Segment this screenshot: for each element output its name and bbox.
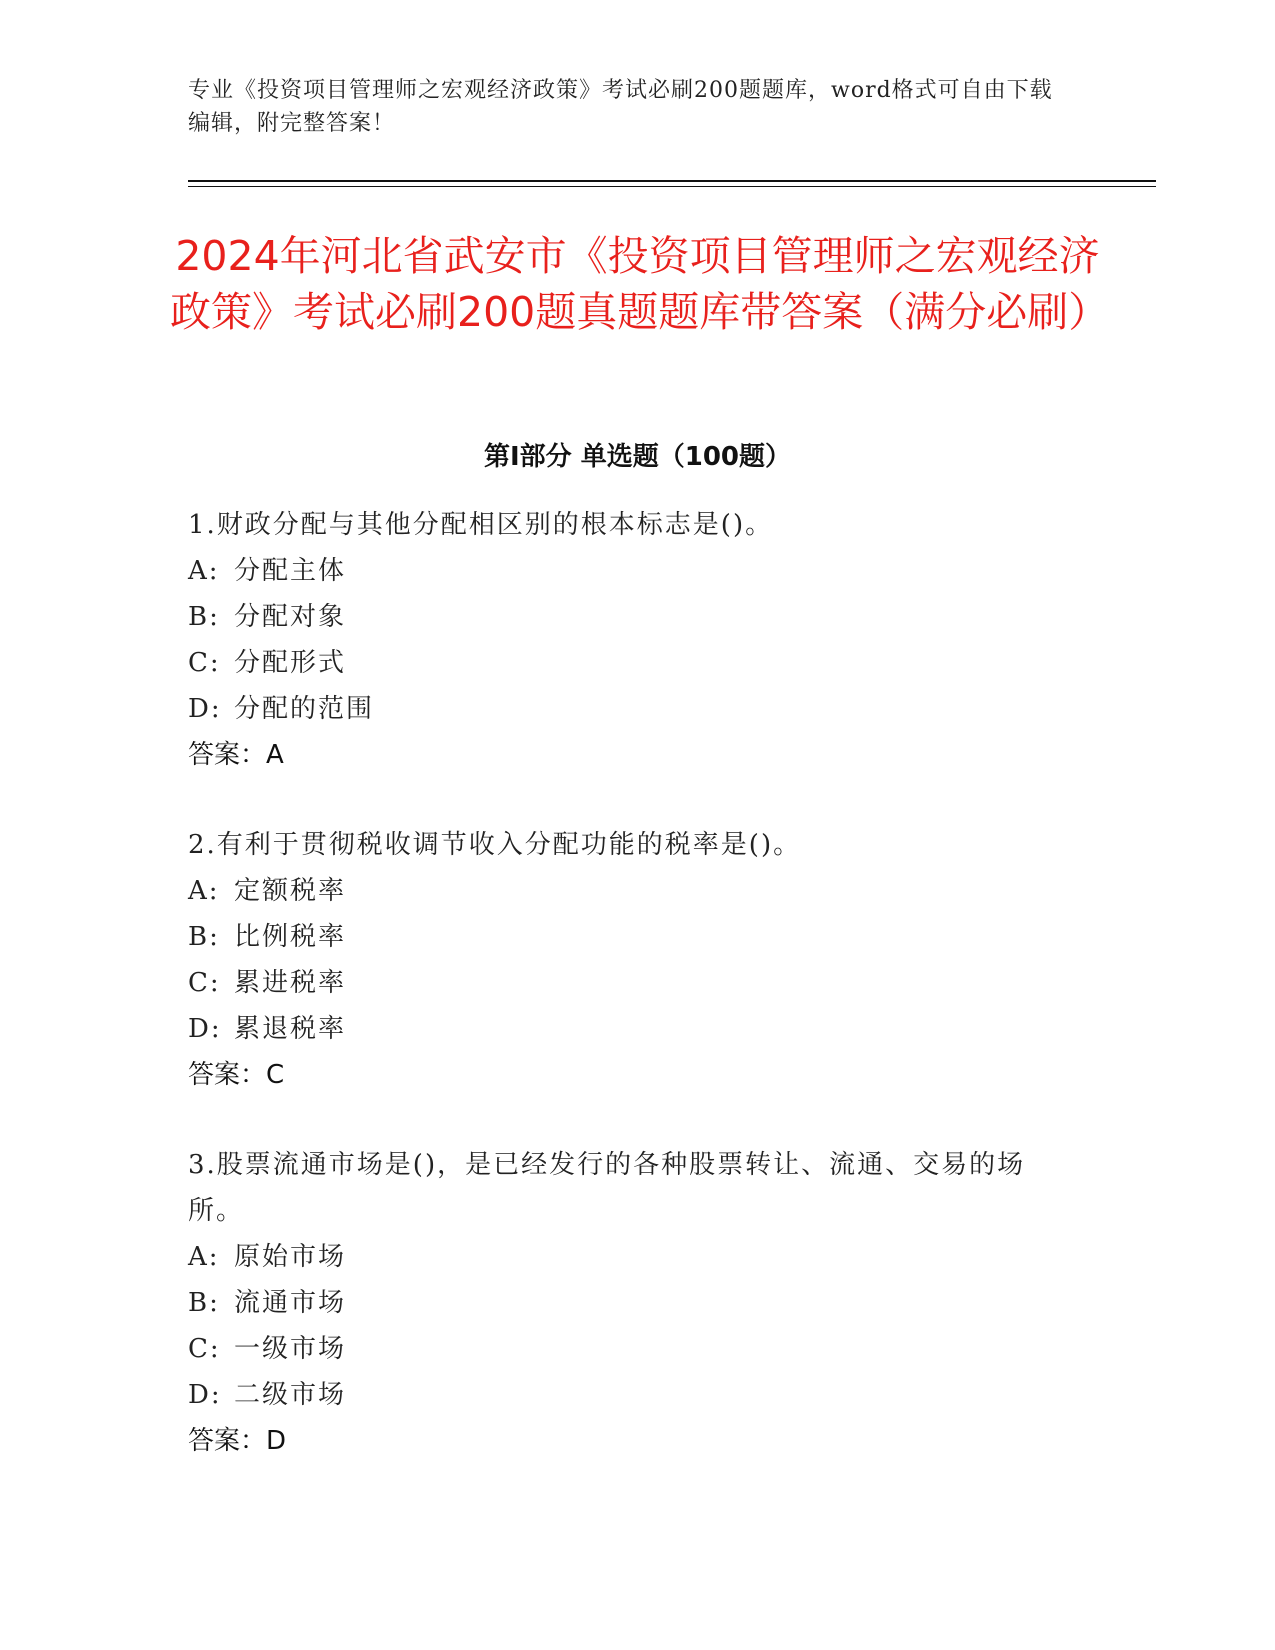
option-letter: D: bbox=[188, 1014, 222, 1044]
option-b bbox=[188, 914, 1068, 960]
option-letter: D: bbox=[188, 694, 222, 724]
option-letter: B: bbox=[188, 922, 220, 952]
option-text: 一级市场 bbox=[234, 1334, 347, 1364]
header-note: 专业《投资项目管理师之宏观经济政策》考试必刷200题题库，word格式可自由下载编辑，附完整答案！ bbox=[188, 78, 1053, 136]
option-a bbox=[188, 868, 1068, 914]
option-text: 累进税率 bbox=[234, 968, 347, 998]
option-text: 分配对象 bbox=[234, 602, 347, 632]
option-text: 流通市场 bbox=[234, 1288, 347, 1318]
option-c bbox=[188, 960, 1068, 1006]
option-text: 累退税率 bbox=[234, 1014, 347, 1044]
header-divider-thin bbox=[188, 186, 1156, 187]
option-a bbox=[188, 1234, 1068, 1280]
answer-line: 答案：C bbox=[188, 1060, 285, 1090]
option-c bbox=[188, 1326, 1068, 1372]
option-b bbox=[188, 594, 1068, 640]
option-letter: B: bbox=[188, 1288, 220, 1318]
header-divider-thick bbox=[188, 180, 1156, 182]
question-3 bbox=[188, 1142, 1068, 1464]
question-text: 2.有利于贯彻税收调节收入分配功能的税率是()。 bbox=[188, 830, 802, 860]
option-letter: C: bbox=[188, 1334, 221, 1364]
question-2 bbox=[188, 822, 1068, 1098]
option-d bbox=[188, 1372, 1068, 1418]
option-text: 定额税率 bbox=[234, 876, 347, 906]
option-d bbox=[188, 1006, 1068, 1052]
option-text: 比例税率 bbox=[234, 922, 347, 952]
option-c bbox=[188, 640, 1068, 686]
option-letter: A: bbox=[188, 876, 220, 906]
option-text: 分配主体 bbox=[234, 556, 347, 586]
option-letter: B: bbox=[188, 602, 220, 632]
option-text: 二级市场 bbox=[234, 1380, 347, 1410]
option-text: 分配形式 bbox=[234, 648, 347, 678]
option-text: 分配的范围 bbox=[234, 694, 375, 724]
answer-line: 答案：A bbox=[188, 740, 284, 770]
option-b bbox=[188, 1280, 1068, 1326]
option-a bbox=[188, 548, 1068, 594]
option-letter: A: bbox=[188, 556, 220, 586]
question-1 bbox=[188, 502, 1068, 778]
question-text: 3.股票流通市场是()，是已经发行的各种股票转让、流通、交易的场所。 bbox=[188, 1150, 1026, 1226]
option-letter: C: bbox=[188, 968, 221, 998]
answer-line: 答案：D bbox=[188, 1426, 287, 1456]
option-letter: A: bbox=[188, 1242, 220, 1272]
document-title: 2024年河北省武安市《投资项目管理师之宏观经济政策》考试必刷200题真题题库带答案（满分必刷） bbox=[170, 232, 1110, 336]
section-title: 第I部分 单选题（100题） bbox=[484, 442, 791, 472]
option-letter: D: bbox=[188, 1380, 222, 1410]
option-letter: C: bbox=[188, 648, 221, 678]
option-text: 原始市场 bbox=[234, 1242, 347, 1272]
question-text: 1.财政分配与其他分配相区别的根本标志是()。 bbox=[188, 510, 774, 540]
option-d bbox=[188, 686, 1068, 732]
